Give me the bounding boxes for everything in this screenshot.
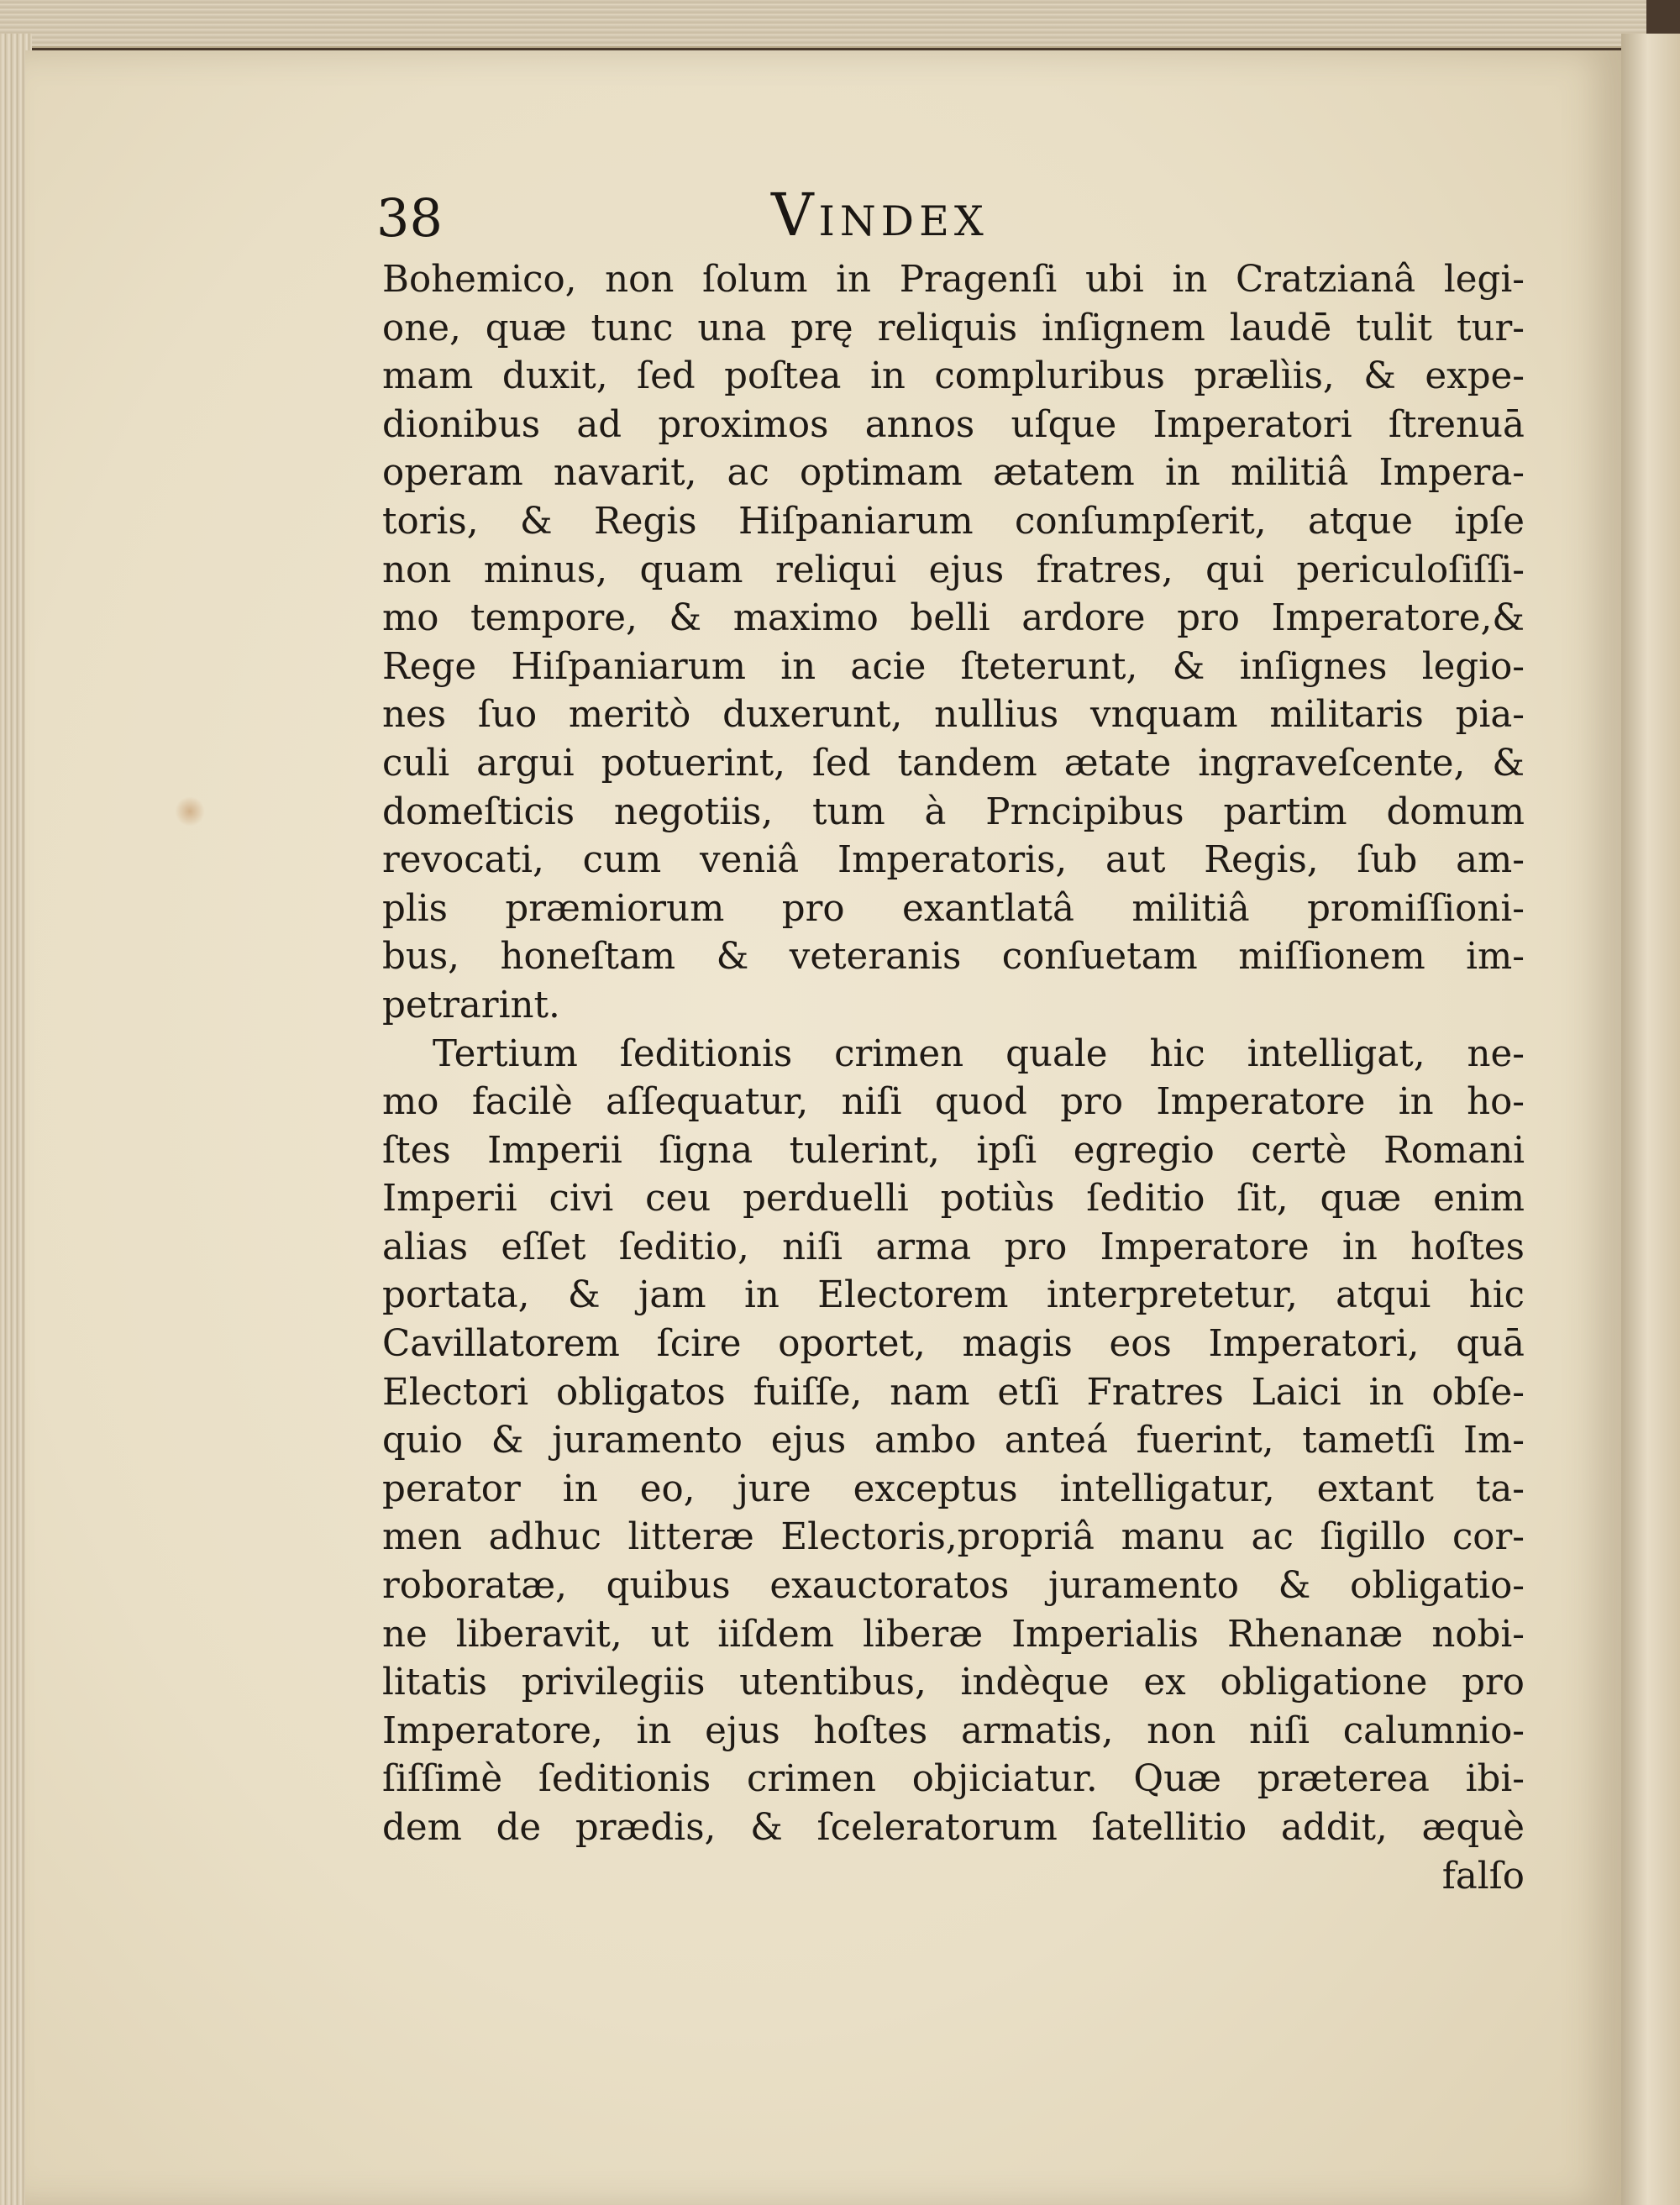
text-line: culi argui potuerint, ſed tandem ætate ingraveſcente, & — [382, 742, 1525, 785]
text-line: operam navarit, ac optimam ætatem in militiâ Impera- — [382, 452, 1525, 495]
page-number: 38 — [376, 187, 443, 249]
text-line: perator in eo, jure exceptus intelligatur, extant ta- — [382, 1467, 1525, 1510]
page-stack-top-edge — [0, 0, 1646, 48]
text-line: one, quæ tunc una prę reliquis inſignem laudē tulit tur- — [382, 307, 1525, 349]
text-line: ſiſſimè ſeditionis crimen objiciatur. Quæ præterea ibi- — [382, 1758, 1525, 1801]
body-text — [382, 256, 1525, 1901]
text-line: domeſticis negotiis, tum à Prncipibus partim domum — [382, 790, 1525, 833]
text-line: portata, & jam in Electorem interpretetur, atqui hic — [382, 1274, 1525, 1317]
text-line: Rege Hiſpaniarum in acie ſteterunt, & inſignes legio- — [382, 645, 1525, 688]
text-line: ſtes Imperii ſigna tulerint, ipſi egregio certè Romani — [382, 1129, 1525, 1172]
text-line: Cavillatorem ſcire oportet, magis eos Imperatori, quā — [382, 1323, 1525, 1366]
text-line: roboratæ, quibus exauctoratos juramento & obligatio- — [382, 1565, 1525, 1608]
foxing-stain — [175, 796, 205, 827]
text-line: dionibus ad proximos annos uſque Imperatori ſtrenuā — [382, 403, 1525, 446]
text-line: mo facilè aſſequatur, niſi quod pro Imperatore in ho- — [382, 1081, 1525, 1124]
page-header — [376, 181, 1216, 265]
text-line: Electori obligatos fuiſſe, nam etſi Fratres Laici in obſe- — [382, 1371, 1525, 1414]
text-line: men adhuc litteræ Electoris,propriâ manu ac ſigillo cor- — [382, 1516, 1525, 1559]
text-line: dem de prædis, & ſceleratorum ſatellitio addit, æquè — [382, 1807, 1525, 1849]
text-line: nes ſuo meritò duxerunt, nullius vnquam militaris pia- — [382, 694, 1525, 737]
text-line: alias eſſet ſeditio, niſi arma pro Imperatore in hoſtes — [382, 1226, 1525, 1268]
text-line: quio & juramento ejus ambo anteá fuerint, tametſi Im- — [382, 1420, 1525, 1462]
text-line: Imperatore, in ejus hoſtes armatis, non niſi calumnio- — [382, 1709, 1525, 1752]
text-line: mam duxit, ſed poſtea in compluribus prælìis, & expe- — [382, 355, 1525, 398]
text-line: toris, & Regis Hiſpaniarum conſumpſerit, atque ipſe — [382, 500, 1525, 543]
text-line: plis præmiorum pro exantlatâ militiâ promiſſioni- — [382, 887, 1525, 930]
text-line: litatis privilegiis utentibus, indèque ex obligatione pro — [382, 1662, 1525, 1704]
adjacent-page-edge — [1621, 34, 1680, 2205]
paragraph-end-line: petrarint. — [382, 984, 560, 1026]
text-line: Bohemico, non ſolum in Pragenſi ubi in Cratzianâ legi- — [382, 259, 1525, 301]
running-title: Vindex — [771, 181, 989, 249]
text-line: bus, honeſtam & veteranis conſuetam miſſionem im- — [382, 936, 1525, 979]
paragraph-start-line: Tertium ſeditionis crimen quale hic intelligat, ne- — [433, 1032, 1525, 1075]
text-line: Imperii civi ceu perduelli potiùs ſeditio ſit, quæ enim — [382, 1178, 1525, 1221]
text-line: ne liberavit, ut iiſdem liberæ Imperialis Rhenanæ nobi- — [382, 1613, 1525, 1656]
text-line: revocati, cum veniâ Imperatoris, aut Regis, ſub am- — [382, 839, 1525, 882]
text-line: non minus, quam reliqui ejus fratres, qui periculoſiſſi- — [382, 549, 1525, 591]
text-line: mo tempore, & maximo belli ardore pro Imperatore,& — [382, 597, 1525, 640]
catchword: falſo — [1441, 1855, 1525, 1898]
